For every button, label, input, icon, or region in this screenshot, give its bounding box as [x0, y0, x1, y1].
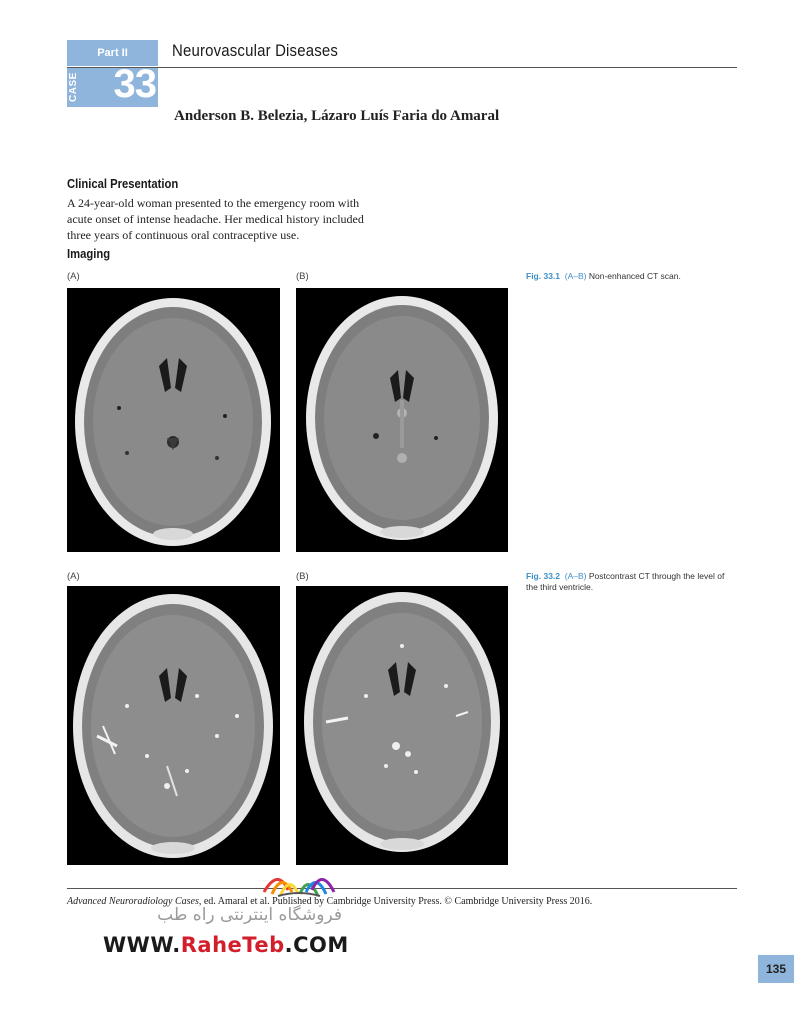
book-logo-icon [258, 862, 340, 900]
figure-number: Fig. 33.1 [526, 271, 561, 281]
book-title: Advanced Neuroradiology Cases [67, 896, 199, 907]
case-label: CASE [68, 72, 79, 103]
case-number: 33 [113, 62, 156, 106]
part-label: Part II [97, 47, 128, 59]
panel-label-a: (A) [67, 571, 80, 582]
panel-label-b: (B) [296, 271, 309, 282]
watermark-url [103, 933, 349, 957]
clinical-presentation-heading: Clinical Presentation [67, 177, 179, 191]
url-suffix: .COM [284, 933, 349, 957]
figure-number: Fig. 33.2 [526, 571, 561, 581]
watermark-persian-text: فروشگاه اینترنتی راه طب [157, 905, 342, 925]
panel-label-a: (A) [67, 271, 80, 282]
panel-label-b: (B) [296, 571, 309, 582]
ct-image-postcontrast-b [296, 586, 508, 865]
ct-image-noncontrast-a [67, 288, 280, 552]
figure-panel-ref: (A–B) [564, 271, 587, 281]
clinical-presentation-text [67, 195, 397, 243]
figure-panel-ref: (A–B) [564, 571, 587, 581]
footer-rule [67, 888, 737, 889]
text-line: three years of continuous oral contraceptive use. [67, 228, 300, 242]
url-accent: RaheTeb [180, 933, 285, 957]
ct-image-noncontrast-b [296, 288, 508, 552]
figure-caption-text: Non-enhanced CT scan. [588, 271, 681, 281]
header-rule [67, 67, 737, 68]
url-prefix: WWW. [103, 933, 181, 957]
citation-text: , ed. Amaral et al. Published by Cambridge University Press. © Cambridge University Press 2016. [198, 896, 593, 907]
figure-caption-33-1 [526, 271, 738, 282]
text-line: A 24-year-old woman presented to the emergency room with [67, 196, 360, 210]
chapter-title: Neurovascular Diseases [172, 41, 339, 60]
figure-caption-text: Postcontrast CT through the level of the third ventricle. [526, 571, 725, 592]
imaging-heading: Imaging [67, 247, 111, 261]
ct-image-postcontrast-a [67, 586, 280, 865]
text-line: acute onset of intense headache. Her medical history included [67, 212, 364, 226]
page-number: 135 [758, 955, 794, 983]
case-number-box [67, 62, 158, 107]
figure-caption-33-2 [526, 571, 738, 593]
authors: Anderson B. Belezia, Lázaro Luís Faria do Amaral [174, 108, 500, 124]
